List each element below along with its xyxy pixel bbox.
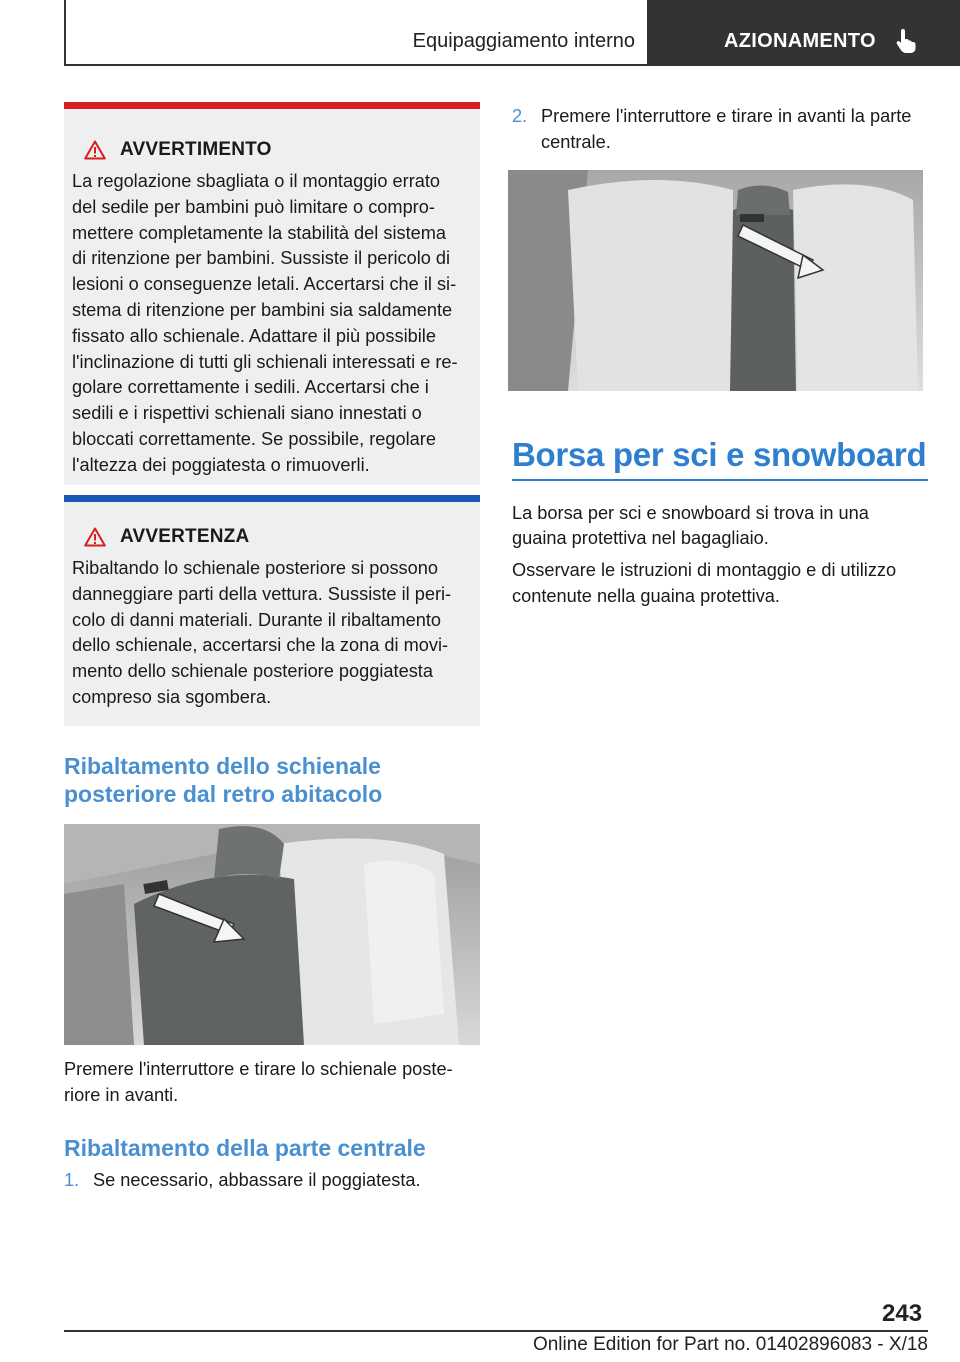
photo-rear-seat-backrest: [64, 824, 480, 1045]
step-number: 2.: [512, 106, 528, 126]
warning-box-avvertenza: [64, 495, 480, 726]
warning-triangle-icon: [84, 140, 106, 160]
page-header: [64, 0, 960, 66]
text-line: La regolazione sbagliata o il montaggio errato: [72, 171, 441, 191]
text-line: centrale.: [541, 131, 611, 152]
section-tab: [64, 0, 649, 66]
text-line: Se necessario, abbassare il poggiatesta.: [93, 1169, 421, 1190]
section-heading-center-fold: Ribaltamento della parte centrale: [64, 1134, 426, 1161]
heading-rule: [512, 479, 928, 481]
right-column: [512, 104, 928, 610]
step-text: [541, 104, 911, 156]
warning-box-avvertimento: [64, 102, 480, 485]
text-line: Ribaltando lo schienale posteriore si possono: [72, 558, 438, 578]
text-line: mettere completamente la stabilità del sistema: [72, 222, 447, 243]
footer-rule: [64, 1330, 928, 1332]
text-line: compreso sia sgombera.: [72, 686, 272, 707]
step-number: 1.: [64, 1169, 80, 1190]
text-line: riore in avanti.: [64, 1084, 179, 1105]
text-line: l'inclinazione di tutti gli schienali interessati e re-: [72, 351, 458, 372]
text-line: golare correttamente i sedili. Accertarsi che i: [72, 377, 429, 398]
text-line: sedili e i rispettivi schienali siano innestati o: [72, 403, 422, 424]
text-line: guaina protettiva nel bagagliaio.: [512, 528, 769, 549]
chapter-title: AZIONAMENTO: [724, 30, 876, 52]
warning-text: [72, 556, 472, 711]
pointing-hand-icon: [895, 28, 919, 54]
text-line: La borsa per sci e snowboard si trova in una: [512, 502, 869, 523]
warning-text: [72, 169, 472, 479]
text-line: danneggiare parti della vettura. Sussiste il peri-: [72, 583, 452, 604]
seat-center-illustration: [508, 170, 923, 391]
paragraph-ski-bag-instructions: [512, 558, 928, 610]
left-column: [64, 102, 480, 1193]
chapter-tab: [648, 0, 960, 66]
caption-rear-fold: [64, 1057, 480, 1109]
text-line: dello schienale, accertarsi che la zona di movi-: [72, 635, 449, 656]
warning-title: [72, 135, 472, 165]
text-line: bloccati correttamente. Se possibile, regolare: [72, 428, 436, 449]
section-heading-rear-fold: [64, 752, 480, 808]
heading-line: posteriore dal retro abitacolo: [64, 781, 383, 807]
text-line: Premere l'interruttore e tirare in avanti la parte: [541, 106, 912, 126]
photo-rear-seat-center: [508, 170, 923, 391]
paragraph-ski-bag-location: [512, 501, 928, 553]
warning-triangle-icon: [84, 527, 106, 547]
text-line: Premere l'interruttore e tirare lo schienale poste-: [64, 1059, 453, 1079]
text-line: l'altezza dei poggiatesta o rimuoverli.: [72, 454, 370, 475]
text-line: Osservare le istruzioni di montaggio e di utilizzo: [512, 560, 897, 581]
page-number: 243: [882, 1300, 923, 1327]
main-heading-ski-bag: Borsa per sci e snowboard: [512, 435, 927, 473]
warning-title: [72, 522, 472, 552]
seat-illustration: [64, 824, 480, 1045]
text-line: stema di ritenzione per bambini sia saldamente: [72, 299, 453, 320]
text-line: contenute nella guaina protettiva.: [512, 585, 780, 606]
step-item: [512, 104, 928, 156]
warning-title-text: AVVERTENZA: [120, 526, 250, 547]
warning-title-text: AVVERTIMENTO: [120, 139, 272, 160]
step-text: [93, 1168, 421, 1194]
text-line: fissato allo schienale. Adattare il più possibile: [72, 325, 436, 346]
text-line: mento dello schienale posteriore poggiatesta: [72, 661, 433, 682]
text-line: di ritenzione per bambini. Sussiste il pericolo di: [72, 248, 451, 269]
text-line: del sedile per bambini può limitare o compro-: [72, 196, 435, 217]
footer-edition: Online Edition for Part no. 01402896083 - X/18: [532, 1334, 928, 1355]
section-title: Equipaggiamento interno: [412, 30, 635, 52]
text-line: colo di danni materiali. Durante il ribaltamento: [72, 609, 441, 630]
heading-line: Ribaltamento dello schienale: [64, 753, 381, 779]
step-item: [64, 1168, 480, 1194]
text-line: lesioni o conseguenze letali. Accertarsi che il si-: [72, 274, 457, 295]
